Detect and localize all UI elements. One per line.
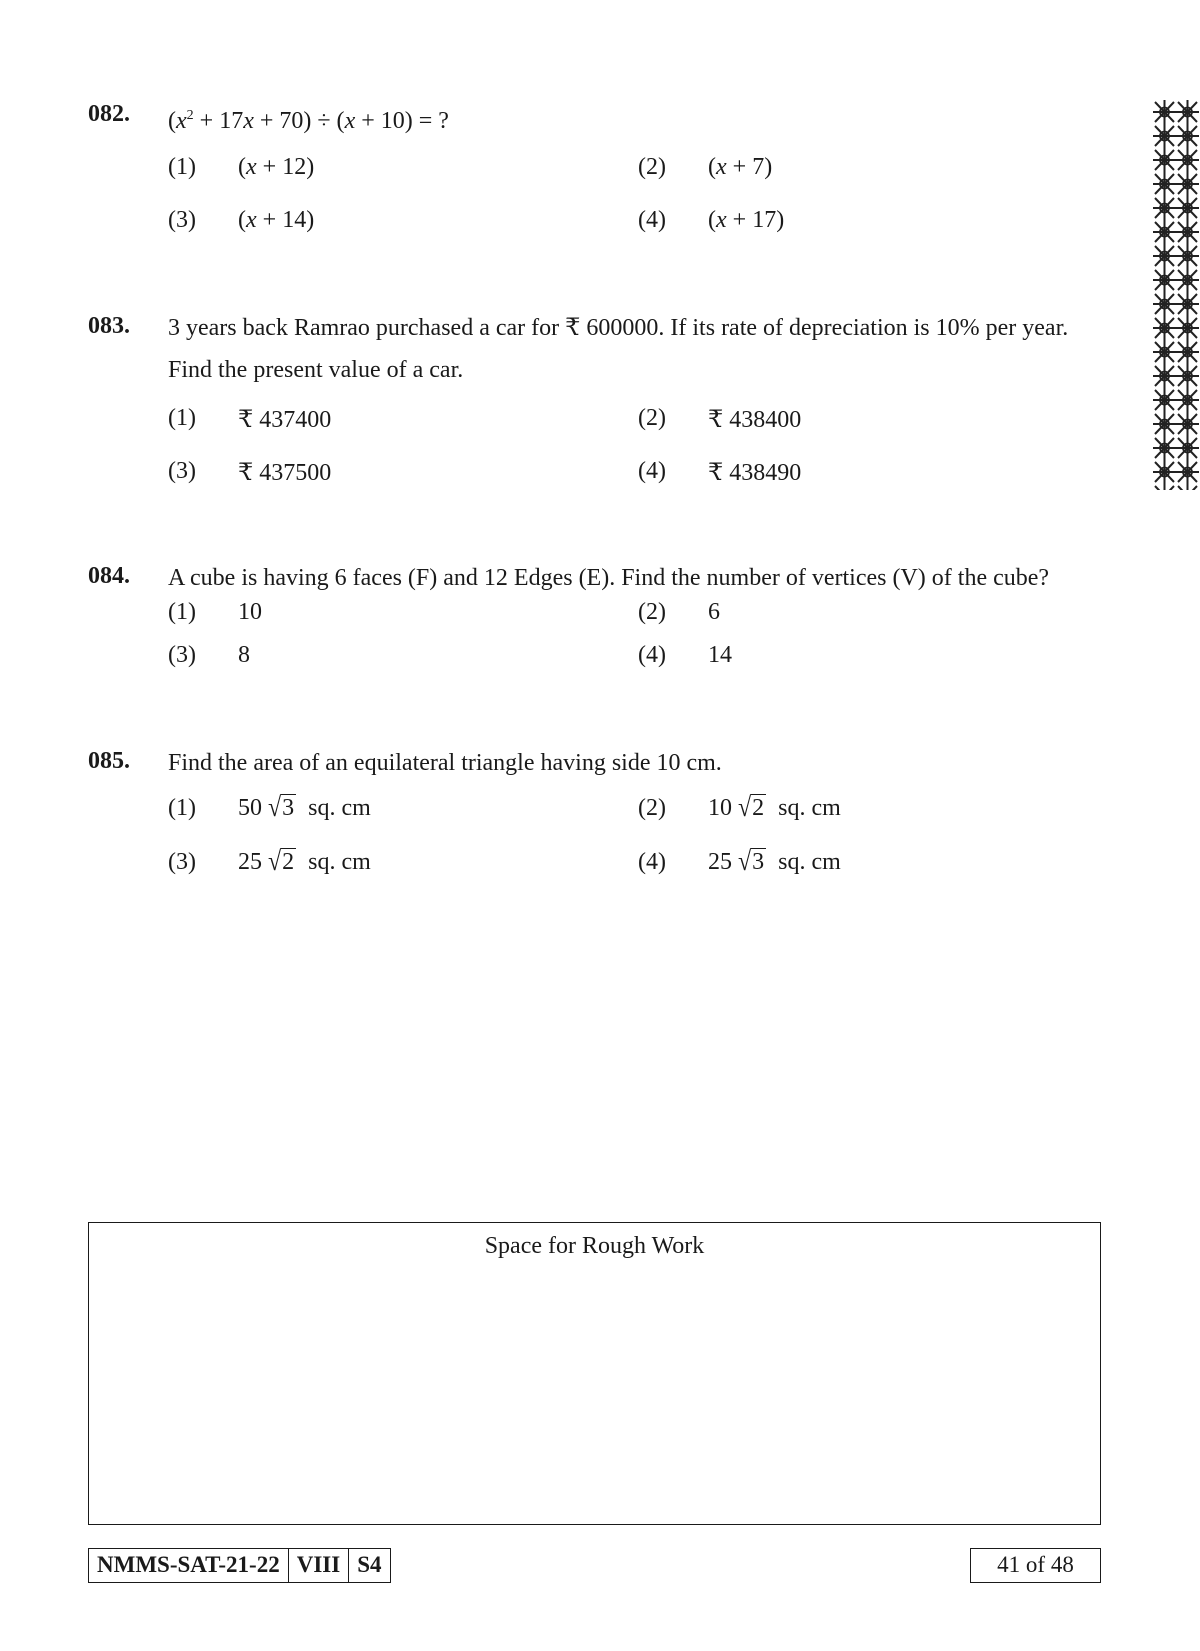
option-number: (2) bbox=[638, 795, 666, 821]
option-value: 6 bbox=[708, 599, 720, 625]
question-number: 085. bbox=[88, 748, 130, 774]
question-number: 084. bbox=[88, 563, 130, 589]
rough-work-title: Space for Rough Work bbox=[484, 1233, 705, 1259]
option-number: (2) bbox=[638, 599, 666, 625]
question-text: A cube is having 6 faces (F) and 12 Edges (E). Find the number of vertices (V) of the cube? bbox=[168, 565, 1050, 591]
option-value: (x + 7) bbox=[708, 154, 773, 180]
option-number: (1) bbox=[168, 154, 196, 180]
question-number: 083. bbox=[88, 313, 130, 339]
option-value: 10 bbox=[238, 599, 262, 625]
exam-code-box bbox=[88, 1548, 391, 1583]
option-number: (3) bbox=[168, 458, 196, 484]
option-value: ₹ 438490 bbox=[708, 460, 802, 486]
option-number: (1) bbox=[168, 405, 196, 431]
option-number: (3) bbox=[168, 642, 196, 668]
option-value: (x + 14) bbox=[238, 207, 315, 233]
rough-work-box bbox=[88, 1222, 1101, 1525]
option-number: (3) bbox=[168, 207, 196, 233]
option-value: ₹ 437400 bbox=[238, 407, 332, 433]
option-number: (4) bbox=[638, 642, 666, 668]
option-value: ₹ 438400 bbox=[708, 407, 802, 433]
question-text: 3 years back Ramrao purchased a car for ₹ 600000. If its rate of depreciation is 10% per year. Find the present value of a car. bbox=[168, 315, 1069, 383]
option-value: 25 √3 sq. cm bbox=[708, 846, 841, 877]
option-number: (1) bbox=[168, 599, 196, 625]
option-value: 50 √3 sq. cm bbox=[238, 792, 371, 823]
option-number: (2) bbox=[638, 405, 666, 431]
question-text: Find the area of an equilateral triangle having side 10 cm. bbox=[168, 750, 722, 776]
option-number: (1) bbox=[168, 795, 196, 821]
square-root: √2 bbox=[738, 792, 765, 823]
option-number: (2) bbox=[638, 154, 666, 180]
option-number: (3) bbox=[168, 849, 196, 875]
option-number: (4) bbox=[638, 458, 666, 484]
exam-code: NMMS-SAT-21-22 bbox=[89, 1549, 289, 1582]
option-number: (4) bbox=[638, 849, 666, 875]
question-text: $(x^2 + 17x + 70) \div (x + 10)$ = ? bbox=[168, 108, 449, 134]
option-value: ₹ 437500 bbox=[238, 460, 332, 486]
page-number: 41 of 48 bbox=[970, 1548, 1101, 1583]
option-number: (4) bbox=[638, 207, 666, 233]
option-value: (x + 17) bbox=[708, 207, 785, 233]
option-value: (x + 12) bbox=[238, 154, 315, 180]
option-value: 10 √2 sq. cm bbox=[708, 792, 841, 823]
option-value: 25 √2 sq. cm bbox=[238, 846, 371, 877]
option-value: 8 bbox=[238, 642, 250, 668]
square-root: √2 bbox=[268, 846, 295, 877]
square-root: √3 bbox=[268, 792, 295, 823]
class-label: VIII bbox=[289, 1549, 349, 1582]
set-label: S4 bbox=[357, 1552, 382, 1577]
option-value: 14 bbox=[708, 642, 732, 668]
square-root: √3 bbox=[738, 846, 765, 877]
decorative-pattern-icon bbox=[1153, 100, 1199, 490]
question-number: 082. bbox=[88, 101, 130, 127]
